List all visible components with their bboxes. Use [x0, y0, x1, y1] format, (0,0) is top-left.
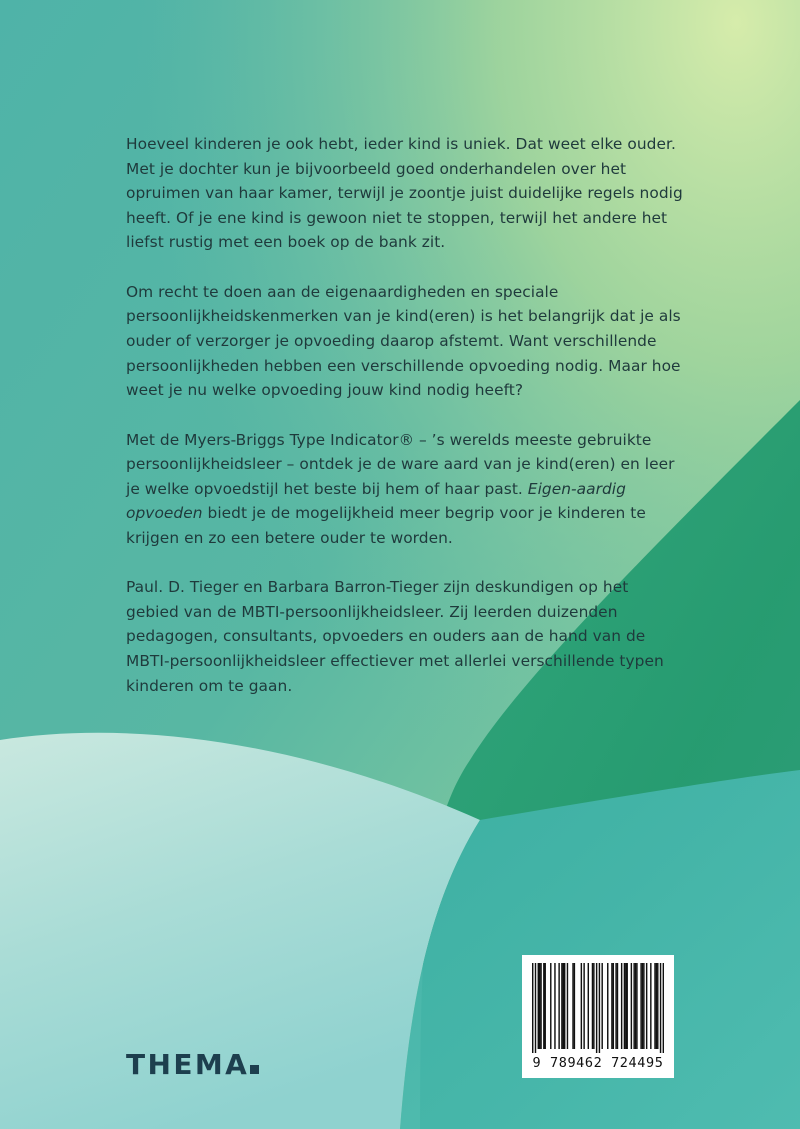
logo-dot-icon [250, 1065, 259, 1074]
barcode-bar [656, 963, 657, 1049]
barcode-digits: 9 789462 724495 [532, 1055, 664, 1071]
barcode-bar [554, 963, 555, 1049]
book-title-italic: Eigen-aardig opvoeden [126, 479, 626, 523]
barcode-bar [538, 963, 539, 1049]
barcode-bar [572, 963, 573, 1049]
barcode-bar [601, 963, 602, 1049]
barcode-bar [657, 963, 658, 1049]
barcode-bar [574, 963, 575, 1049]
barcode-bar [633, 963, 634, 1049]
barcode-bar [563, 963, 564, 1049]
barcode-bar [550, 963, 551, 1049]
barcode-bar [599, 963, 600, 1053]
barcode-bar [663, 963, 664, 1053]
barcode-bar [567, 963, 568, 1049]
barcode-bar [564, 963, 565, 1049]
blurb-paragraph-2: Om recht te doen aan de eigenaardigheden en speciale persoonlijkheidskenmerken van je kind(eren) is het belangrijk dat je als ouder of verzorger je opvoeding daarop afstemt. Want verschillende persoonlijkheden hebben een verschillende opvoeding nodig. Maar hoe weet je nu welke opvoeding jouw kind nodig heeft? [126, 282, 681, 400]
barcode-bar [581, 963, 582, 1049]
isbn-barcode [522, 955, 674, 1078]
barcode-bar [583, 963, 584, 1049]
blurb-paragraph-3 [126, 428, 686, 551]
blurb-paragraph-3-outro: biedt je de mogelijkheid meer begrip voor je kinderen te krijgen en zo een betere ouder te worden. [126, 504, 646, 547]
barcode-bar [636, 963, 637, 1049]
barcode-bar [624, 963, 625, 1049]
barcode-bar [625, 963, 626, 1049]
barcode-bar [646, 963, 647, 1049]
barcode-bar [545, 963, 546, 1049]
barcode-bar [596, 963, 597, 1053]
barcode-bar [540, 963, 541, 1049]
barcode-bar [532, 963, 533, 1053]
barcode-bar [593, 963, 594, 1049]
barcode-bar [643, 963, 644, 1049]
barcode-bar [543, 963, 544, 1049]
barcode-bar [631, 963, 632, 1049]
barcode-bar [615, 963, 616, 1049]
barcode-bar [561, 963, 562, 1049]
barcode-bar [640, 963, 641, 1049]
barcode-bar [607, 963, 608, 1049]
author-paragraph: Paul. D. Tieger en Barbara Barron-Tieger zijn deskundigen op het gebied van de MBTI-persoonlijkheidsleer. Zij leerden duizenden pedagogen, consultants, opvoeders en ouders aan de hand van de MBTI-persoonlijkheidsleer effectiever met allerlei verschillende typen kinderen om te gaan. [126, 578, 664, 695]
barcode-bar [588, 963, 589, 1049]
barcode-bar [558, 963, 559, 1049]
publisher-name: THEMA [126, 1048, 250, 1081]
barcode-bar [611, 963, 612, 1049]
barcode-bar [654, 963, 655, 1049]
barcode-bar [592, 963, 593, 1049]
barcode-bar [535, 963, 536, 1053]
back-cover-blurb [126, 132, 686, 723]
barcode-bar [621, 963, 622, 1049]
barcode-bar [613, 963, 614, 1049]
barcode-bars [532, 963, 664, 1053]
barcode-bar [642, 963, 643, 1049]
publisher-logo [126, 1049, 259, 1081]
barcode-bar [650, 963, 651, 1049]
barcode-bar [626, 963, 627, 1049]
barcode-bar [539, 963, 540, 1049]
blurb-paragraph-3-intro: Met de Myers-Briggs Type Indicator® – ’s werelds meeste gebruikte persoonlijkheidsleer – ontdek je de ware aard van je kind(eren) en leer je welke opvoedstijl het beste bij hem of haar past. [126, 430, 675, 498]
blurb-paragraph-1: Hoeveel kinderen je ook hebt, ieder kind is uniek. Dat weet elke ouder. Met je dochter kun je bijvoorbeeld goed onderhandelen over het opruimen van haar kamer, terwijl je zoontje juist duidelijke regels nodig heeft. Of je ene kind is gewoon niet te stoppen, terwijl het andere het liefst rustig met een boek op de bank zit. [126, 135, 683, 252]
barcode-bar [660, 963, 661, 1053]
barcode-bar [635, 963, 636, 1049]
barcode-bar [617, 963, 618, 1049]
